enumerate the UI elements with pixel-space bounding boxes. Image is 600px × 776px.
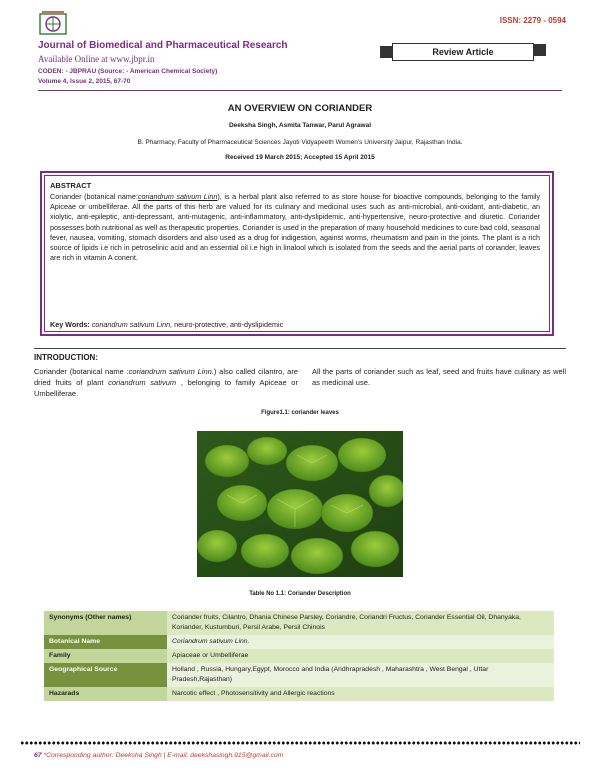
table-row bbox=[44, 687, 554, 701]
article-affiliation: B. Pharmacy, Faculty of Pharmaceutical Sciences Jayoti Vidyapeeth Women’s University Jaipur, Rajasthan India. bbox=[137, 139, 463, 146]
journal-website[interactable]: Available Online at www.jbpr.in bbox=[38, 54, 155, 64]
footer bbox=[34, 752, 283, 759]
article-title: AN OVERVIEW ON CORIANDER bbox=[227, 103, 373, 114]
table-value: Coriandrum sativum Linn. bbox=[167, 635, 554, 649]
table-row bbox=[44, 663, 554, 687]
abstract-text-pre: Coriander (botanical name: bbox=[50, 192, 138, 201]
intro-italic-1: coriandrum sativum Linn. bbox=[128, 367, 214, 376]
header-divider bbox=[38, 90, 562, 91]
issn: ISSN: 2279 - 0594 bbox=[499, 16, 566, 25]
table-row bbox=[44, 635, 554, 649]
keywords-label: Key Words: bbox=[50, 320, 90, 329]
intro-column-2: All the parts of coriander such as leaf, seed and fruits have culinary as well as medicinal use. bbox=[312, 367, 566, 387]
table-row bbox=[44, 649, 554, 663]
intro-heading: INTRODUCTION: bbox=[34, 353, 98, 362]
page-number: 67 bbox=[34, 752, 42, 759]
article-authors: Deeksha Singh, Asmita Tanwar, Parul Agrawal bbox=[228, 122, 372, 129]
table-row bbox=[44, 611, 554, 635]
abstract-text-italic: coriandrum sativum Linn bbox=[137, 192, 218, 201]
table-value: Holland , Russia, Hungary,Egypt, Morocco and India (Andhrapradesh , Maharashtra , West Bengal , Uttar Pradesh,Rajasthan) bbox=[167, 663, 554, 687]
table-key: Hazarads bbox=[44, 687, 167, 701]
intro-text-a: Coriander (botanical name : bbox=[34, 367, 129, 376]
table-value: Apiaceae or Umbelliferae bbox=[167, 649, 554, 663]
table-key: Geographical Source bbox=[44, 663, 167, 687]
keywords-italic: coriandrum sativum Linn, bbox=[91, 320, 173, 329]
footer-dotted-divider bbox=[20, 741, 580, 745]
table-key: Family bbox=[44, 649, 167, 663]
keywords-rest: neuro-protective, anti-dyslipidemic bbox=[172, 320, 284, 329]
corresponding-author[interactable]: *Corresponding author: Deeksha Singh | E-mail: deekshasingh.915@gmail.com bbox=[43, 752, 284, 759]
review-article-badge bbox=[380, 40, 546, 66]
review-article-label: Review Article bbox=[392, 43, 534, 61]
abstract-text bbox=[50, 192, 540, 263]
coriander-description-table bbox=[44, 611, 554, 701]
table-key: Synonyms (Other names) bbox=[44, 611, 167, 635]
intro-text-b: ) also called cilantro, are dried fruits of plant bbox=[34, 367, 298, 387]
table-key: Botanical Name bbox=[44, 635, 167, 649]
coriander-leaves-image bbox=[197, 431, 403, 577]
table-value: Narcotic effect , Photosensitivity and Allergic reactions bbox=[167, 687, 554, 701]
intro-column-1 bbox=[34, 366, 298, 399]
section-divider bbox=[34, 348, 566, 349]
abstract-text-post: ), is a herbal plant also referred to as store house for bioactive compounds, belonging to the family Apiceae or umbelliferae. All the parts of this herb are valued for its culinary and medicinal uses such as anti-microbial, anti-oxidant, anti-diabetic, an xiolytic, anti-epileptic, anti-depressant, anti-mutagenic, anti-inflammatory, anti-dyslipidemic, anti-hypertensive, neuro-protective and diuretic. Coriander possesses both nutritional as well as therapeutic properties. Coriander is used in the preparation of many household medicines to cure bad cold, seasonal fever, nausea, vomiting, stomach disorders and also used as a drug for indigestion, against worms, rheumatism and pain in the joints. The plant is a rich source of lipids i.e rich in petroselinic acid and an essential oil i.e high in linalool which is isolated from the seeds and the aerial parts of coriander, leaves are rich in vitamin A conent. bbox=[50, 192, 540, 263]
journal-coden: CODEN: - JBPRAU (Source: - American Chemical Society) bbox=[38, 68, 218, 75]
journal-volume: Volume 4, Issue 2, 2015, 67-70 bbox=[38, 78, 131, 85]
intro-text-c: , belonging to family Apiceae or Umbelliferae. bbox=[34, 378, 298, 398]
keywords bbox=[50, 320, 283, 329]
figure-caption: Figure1.1: coriander leaves bbox=[261, 410, 339, 416]
journal-logo bbox=[38, 10, 68, 36]
journal-title: Journal of Biomedical and Pharmaceutical Research bbox=[38, 40, 288, 51]
abstract-heading: ABSTRACT bbox=[50, 181, 92, 190]
article-dates: Received 19 March 2015; Accepted 15 April 2015 bbox=[225, 154, 375, 161]
table-value: Coriander fruits, Cilantro, Dhania Chinese Parsley, Coriandre, Coriandri Fructus, Coriander Essential Oil, Dhanyaka, Koriander, Kustumburi, Persil Arabe, Persil Chinois bbox=[167, 611, 554, 635]
intro-italic-2: coriandrum sativum bbox=[108, 378, 177, 387]
table-caption: Table No 1.1: Coriander Description bbox=[249, 591, 351, 597]
